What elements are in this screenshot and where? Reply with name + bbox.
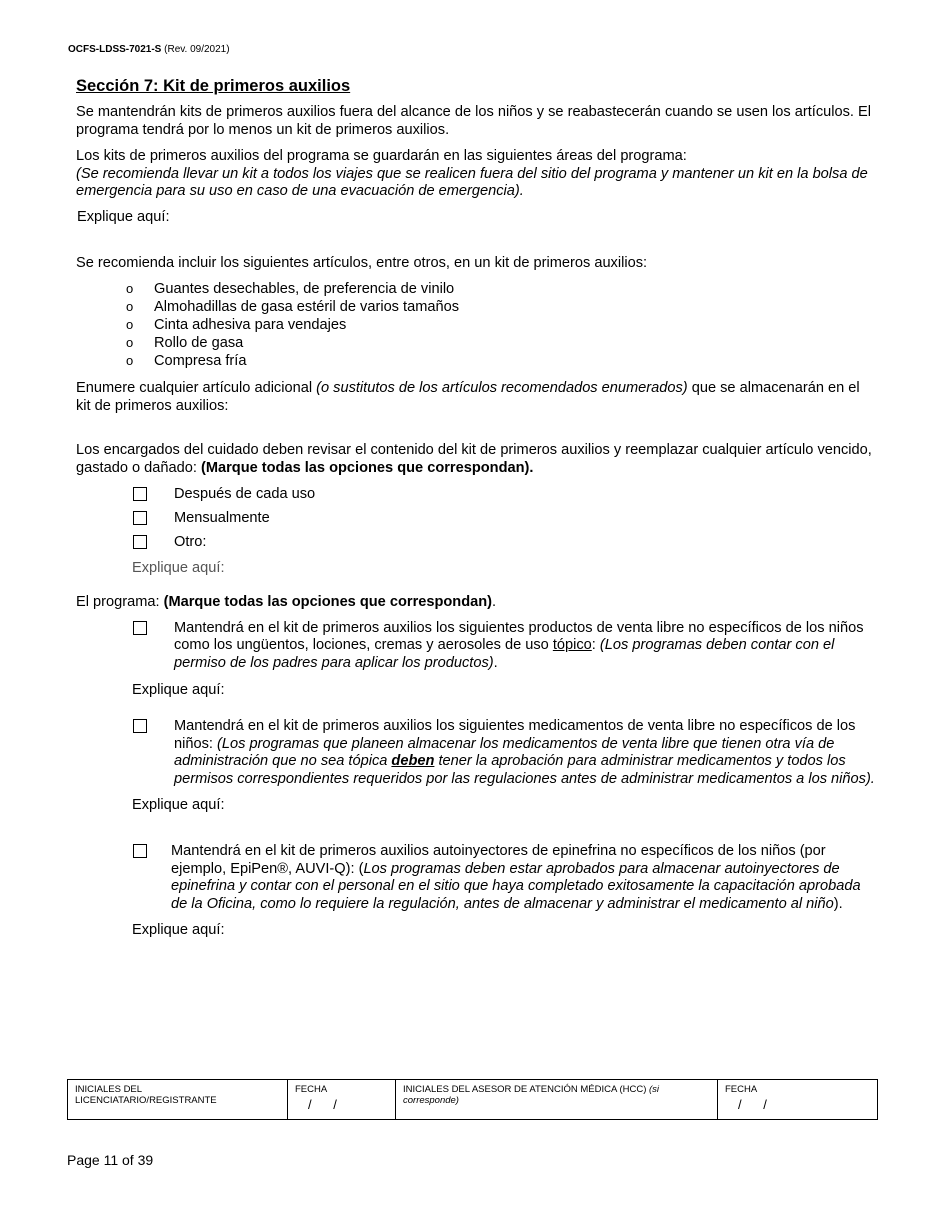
review-option-after-each-use: Después de cada uso xyxy=(76,486,876,510)
explain-topical-field[interactable] xyxy=(76,699,876,718)
explain-epinephrine-label: Explique aquí: xyxy=(132,922,225,939)
bullet-circle-icon: o xyxy=(126,335,134,351)
date2-slashes: / / xyxy=(738,1097,767,1112)
explain-storage-field[interactable] xyxy=(76,227,876,255)
explain-topical-label: Explique aquí: xyxy=(132,681,225,698)
hcc-initials-cell[interactable]: INICIALES DEL ASESOR DE ATENCIÓN MÉDICA (HCC) (si corresponde) xyxy=(396,1080,718,1119)
program-option-otc-medications: Mantendrá en el kit de primeros auxilios los siguientes medicamentos de venta libre no específicos de los niños: (Los programas que planeen almacenar los medicamentos de venta libre que tienen otra vía de administración que no sea tópica deben tener la aprobación para administrar medicamentos y todos los permisos correspondientes requeridos por las regulaciones antes de administrar medicamentos a los niños). xyxy=(76,718,876,788)
storage-note: (Se recomienda llevar un kit a todos los viajes que se realicen fuera del sitio del programa y mantener un kit en la bolsa de emergencia para su uso en caso de una evacuación de emergencia). xyxy=(76,165,868,200)
recommend-paragraph: Se recomienda incluir los siguientes artículos, entre otros, en un kit de primeros auxilios: xyxy=(76,254,648,271)
list-item: o Cinta adhesiva para vendajes xyxy=(126,317,347,334)
list-item: o Almohadillas de gasa estéril de varios tamaños xyxy=(126,299,460,316)
explain-otc-label: Explique aquí: xyxy=(132,797,225,814)
bullet-circle-icon: o xyxy=(126,353,134,369)
bullet-circle-icon: o xyxy=(126,317,134,333)
program-option-topical-products: Mantendrá en el kit de primeros auxilios los siguientes productos de venta libre no específicos de los niños como los ungüentos, lociones, cremas y aerosoles de uso tópico: (Los programas deben contar con el permiso de los padres para aplicar los productos). xyxy=(76,620,876,673)
explain-otc-field[interactable] xyxy=(76,815,876,843)
checkbox-monthly[interactable] xyxy=(133,511,147,525)
checkbox-after-each-use[interactable] xyxy=(133,487,147,501)
date-cell[interactable]: FECHA / / xyxy=(288,1080,396,1119)
explain-storage-label: Explique aquí: xyxy=(77,208,170,225)
program-option-epinephrine: Mantendrá en el kit de primeros auxilios autoinyectores de epinefrina no específicos de los niños (por ejemplo, EpiPen®, AUVI-Q): (Los programas deben estar aprobados para almacenar autoinyectores de epinefrina y contar con el personal en el sitio que haya completado exitosamente la capacitación aprobada de la Oficina, como lo requiere la regulación, antes de almacenar y administrar el medicamento al niño). xyxy=(76,843,876,913)
bullet-circle-icon: o xyxy=(126,281,134,297)
explain-other-label: Explique aquí: xyxy=(132,559,225,576)
additional-items-paragraph: Enumere cualquier artículo adicional (o sustitutos de los artículos recomendados enumerados) que se almacenarán en el kit de primeros auxilios: xyxy=(76,380,860,414)
list-item: o Rollo de gasa xyxy=(126,335,244,352)
form-code: OCFS-LDSS-7021-S xyxy=(68,44,162,55)
intro-paragraph: Se mantendrán kits de primeros auxilios fuera del alcance de los niños y se reabastecerán cuando se usen los artículos. El programa tendrá por lo menos un kit de primeros auxilios. xyxy=(76,104,871,138)
list-item: o Compresa fría xyxy=(126,353,247,370)
section-title: Sección 7: Kit de primeros auxilios xyxy=(76,77,351,95)
checkbox-otc-medications[interactable] xyxy=(133,719,147,733)
review-option-other: Otro: xyxy=(76,534,876,560)
list-item: o Guantes desechables, de preferencia de vinilo xyxy=(126,281,455,298)
form-revision: (Rev. 09/2021) xyxy=(164,44,230,55)
checkbox-epinephrine[interactable] xyxy=(133,844,147,858)
licensee-initials-cell[interactable]: INICIALES DEL LICENCIATARIO/REGISTRANTE xyxy=(68,1080,288,1119)
form-code-header xyxy=(68,44,230,55)
program-paragraph: El programa: (Marque todas las opciones que correspondan). xyxy=(76,594,497,611)
bullet-circle-icon: o xyxy=(126,299,134,315)
storage-text: Los kits de primeros auxilios del programa se guardarán en las siguientes áreas del programa: xyxy=(76,148,687,165)
checkbox-topical-products[interactable] xyxy=(133,621,147,635)
recommended-items-list xyxy=(76,280,876,370)
storage-paragraph xyxy=(76,148,876,201)
review-option-monthly: Mensualmente xyxy=(76,510,876,534)
section-7-content xyxy=(76,76,876,940)
page-number: Page 11 of 39 xyxy=(67,1152,154,1168)
date2-cell[interactable]: FECHA / / xyxy=(725,1084,767,1112)
checkbox-other[interactable] xyxy=(133,535,147,549)
initials-date-table xyxy=(67,1079,878,1120)
explain-other-field[interactable] xyxy=(76,577,876,594)
review-paragraph: Los encargados del cuidado deben revisar el contenido del kit de primeros auxilios y reemplazar cualquier artículo vencido, gastado o dañado: (Marque todas las opciones que correspondan). xyxy=(76,442,872,476)
date-slashes: / / xyxy=(308,1097,337,1112)
additional-items-field[interactable] xyxy=(76,415,876,442)
